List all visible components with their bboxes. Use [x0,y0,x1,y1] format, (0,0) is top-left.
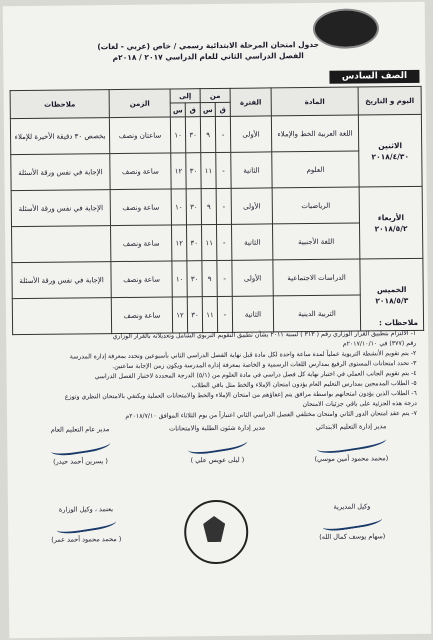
to-q-cell: ٣٠ [187,225,202,261]
to-q-cell: ٣٠ [185,117,200,153]
subject-cell: التربية الدينية [273,295,360,332]
to-q-cell: ٣٠ [187,297,202,333]
from-s-cell: ١١ [202,225,217,261]
subject-cell: الرياضيات [272,187,359,224]
note-line: ٦- الطلاب الذين يؤدون امتحانهم بواسطة مرافق يتم إعفاؤهم من امتحان الإملاء والخط والامتحانات العملية ويكتفي بالامتحان النظري وتوزع [64,389,417,401]
day-cell [359,186,423,259]
notes-cell: الإجابة في نفس ورقة الأسئلة [12,262,111,299]
duration-cell: ساعة ونصف [111,297,172,334]
period-cell: الأولى [230,116,271,152]
notes-list [18,329,417,423]
signature-mark-icon [49,433,111,458]
note-line: ٥- الطلاب المدمجين بمدارس التعليم العام يؤدون امتحان الإملاء والخط مثل باقي الطلاب [191,379,417,390]
ministry-name: ( محمد محمود أحمد عمر) [51,535,122,544]
header-from-q: ق [215,102,230,116]
title-line-2: الفصل الدراسي الثاني للعام الدراسي ٢٠١٧ / ٢٠١٨م [112,51,304,63]
day-date: ٢٠١٨/٤/٣٠ [371,151,410,161]
general-manager-title: مدير عام التعليم العام [50,425,110,434]
header-notes: ملاحظات [10,90,109,119]
header-to: إلى [170,89,200,103]
from-s-cell: ١١ [201,153,216,189]
signature-mark-icon [55,513,116,536]
table-row [11,186,422,226]
general-manager-signature [15,425,145,466]
deputy-signature [282,502,422,541]
signature-mark-icon [186,432,248,457]
exam-schedule-document [3,2,432,638]
table-row [12,258,423,298]
affairs-manager-signature [147,423,287,464]
notes-title: ملاحظات : [378,317,419,328]
primary-manager-signature [281,422,421,463]
to-s-cell: ١٠ [170,117,185,153]
grade-label: الصف السادس [329,70,419,84]
to-s-cell: ١٢ [172,225,187,261]
period-cell: الثانية [231,224,272,260]
from-q-cell: - [217,260,232,296]
document-title [93,39,323,63]
from-s-cell: ٩ [201,189,216,225]
subject-cell: اللغة العربية الخط والإملاء [271,115,358,152]
day-date: ٢٠١٨/٥/٢ [374,223,408,233]
primary-manager-title: مدير إدارة التعليم الابتدائي [315,422,387,431]
day-name: الخميس [376,284,407,294]
to-s-cell: ١٢ [172,297,187,333]
from-s-cell: ٩ [202,260,217,296]
notes-cell [12,298,111,335]
general-manager-name: ( يسرين أحمد حيدر) [53,457,108,466]
day-name: الأربعاء [377,212,405,222]
notes-cell: يخصص ٣٠ دقيقة الأخيرة للإملاء [10,118,109,155]
header-day: اليوم و التاريخ [358,86,421,115]
duration-cell: ساعة ونصف [111,225,172,262]
notes-cell [12,226,111,263]
signature-mark-icon [315,429,387,455]
to-q-cell: ٣٠ [186,189,201,225]
subject-cell: العلوم [272,151,359,188]
duration-cell: ساعتان ونصف [109,117,170,154]
period-cell: الثانية [231,152,272,188]
note-line: ٣- تحدد امتحانات المستوى الرفيع بمدارس اللغات الرسمية و الخاصة بمعرفة إدارة المدرسة ويكون زمن الإجابة ساعتين. [112,359,417,371]
schedule-table [10,86,425,335]
subject-cell: الدراسات الاجتماعية [273,259,360,296]
to-q-cell: ٣٠ [186,153,201,189]
notes-cell: الإجابة في نفس ورقة الأسئلة [11,154,110,191]
header-subject: المادة [271,87,358,116]
period-cell: الأولى [231,188,272,224]
note-line: رقم (٣٧٧) في ٢٠١٧/١٠/١٠م [342,339,417,348]
to-s-cell: ١٠ [172,261,187,297]
note-line: ٢- يتم تقويم الأنشطة التربوية عملياً لمدة ساعة واحدة لكل مادة قبل نهاية الفصل الدراسي الثاني بأسبوعين وتحدد بمعرفة إدارة المدرسة [69,349,417,361]
deputy-title: وكيل المديرية [333,502,371,511]
header-period: الفترة [230,88,271,116]
from-q-cell: - [216,224,231,260]
from-q-cell: - [216,152,231,188]
day-name: الاثنين [378,140,403,150]
primary-manager-name: (محمد محمود أمين موسي) [314,454,389,463]
period-cell: الأولى [232,260,273,296]
header-to-q: ق [185,103,200,117]
table-row [10,114,421,154]
note-line: درجة هذه الجزئية على باقي جزئيات الامتحان [302,399,417,409]
ministry-signature [16,505,156,544]
from-q-cell: - [217,296,232,332]
day-date: ٢٠١٨/٥/٣ [375,295,409,305]
affairs-manager-title: مدير إدارة شئون الطلبة والامتحانات [169,423,266,433]
signature-mark-icon [321,510,382,533]
to-s-cell: ١٠ [171,189,186,225]
to-s-cell: ١٢ [171,153,186,189]
duration-cell: ساعة ونصف [110,189,171,226]
ministry-title: يعتمد ، وكيل الوزارة [58,505,114,514]
period-cell: الثانية [232,296,273,332]
from-q-cell: - [216,188,231,224]
to-q-cell: ٣٠ [187,261,202,297]
note-line: ٤- يتم تقويم الجانب العملي في اختبار نهاية كل فصل دراسي في مادة العلوم من (٥/١) الدرجة المحددة لاختبار الفصل الدراسي [94,369,417,381]
header-from-s: س [200,103,215,117]
note-line: ١- الالتزام بتطبيق القرار الوزاري رقم ( ٣١٣ ) لسنة ٢٠١١ بشأن تطبيق التقويم التربوي الشامل وتعديلاته بالقرار الوزاري [112,329,417,341]
from-s-cell: ٩ [200,117,215,153]
notes-cell: الإجابة في نفس ورقة الأسئلة [11,190,110,227]
header-duration: الزمن [109,89,170,118]
affairs-manager-name: ( ليلى عويس علي ) [190,455,245,465]
title-line-1: جدول امتحان المرحلة الابتدائية رسمي / خاص (عربي - لغات) [97,39,320,52]
duration-cell: ساعة ونصف [111,261,172,298]
header-from: من [200,88,230,102]
from-s-cell: ١١ [202,296,217,332]
from-q-cell: - [215,116,230,152]
day-cell [358,114,422,187]
header-to-s: س [170,103,185,117]
subject-cell: اللغة الأجنبية [272,223,359,260]
note-line: ٧- يتم عقد امتحان الدور الثاني وامتحان مختلفي الفصل الدراسي الثاني اعتباراً من يوم الثلاثاء الموافق ٢٠١٨/٧/١٠م [125,409,418,420]
duration-cell: ساعة ونصف [110,153,171,190]
deputy-name: (سهام يوسف كمال الله) [319,532,386,541]
